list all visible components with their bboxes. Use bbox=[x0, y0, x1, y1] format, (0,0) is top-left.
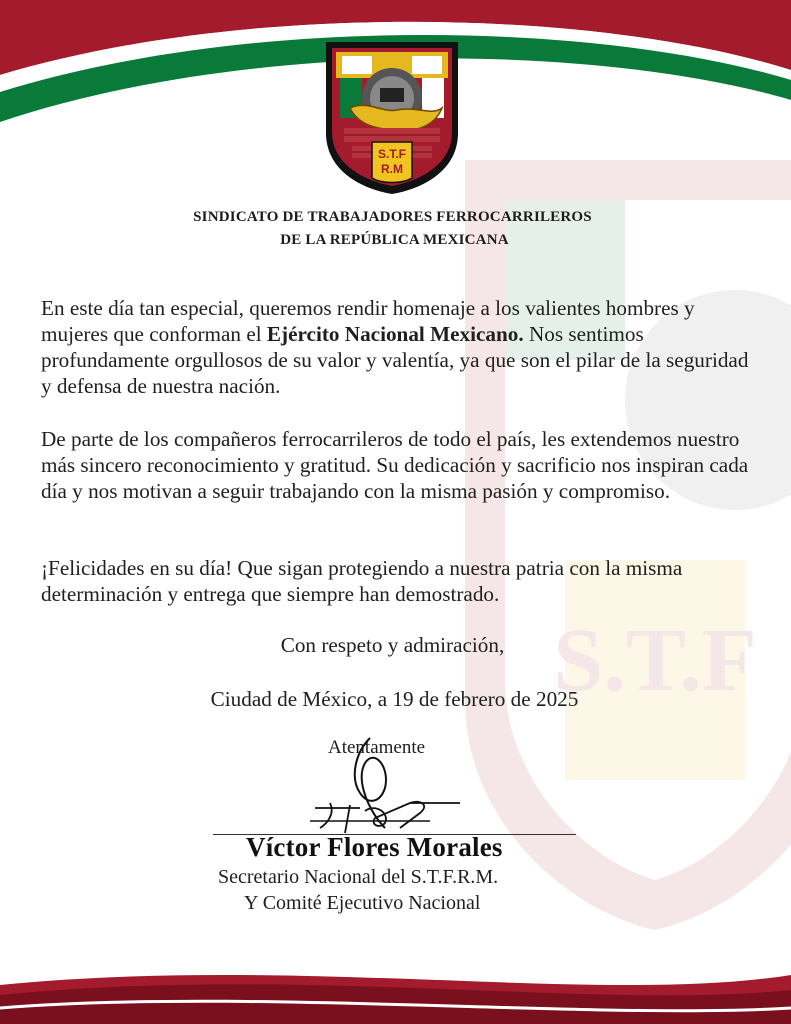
signature-scribble bbox=[300, 733, 480, 843]
signer-title-line2: Y Comité Ejecutivo Nacional bbox=[244, 892, 481, 914]
paragraph-1-intro: En este día tan especial, queremos rendir homenaje a los valientes hombres y mujeres que conforman el bbox=[41, 296, 695, 346]
logo-initials-bottom: R.M bbox=[381, 162, 403, 176]
union-logo bbox=[322, 38, 462, 196]
paragraph-1 bbox=[41, 295, 761, 399]
paragraph-2: De parte de los compañeros ferrocarrileros de todo el país, les extendemos nuestro más sincero reconocimiento y gratitud. Su dedicación y sacrificio nos inspiran cada día y nos motivan a seguir trabajando con la misma pasión y compromiso. bbox=[41, 427, 749, 503]
attentively-label: Atentamente bbox=[328, 737, 426, 758]
signer-title-line1: Secretario Nacional del S.T.F.R.M. bbox=[218, 866, 499, 888]
paragraph-3: ¡Felicidades en su día! Que sigan protegiendo a nuestra patria con la misma determinación y entrega que siempre han demostrado. bbox=[41, 556, 683, 606]
svg-text:S.T.F: S.T.F bbox=[553, 611, 757, 710]
closing-line: Con respeto y admiración, bbox=[280, 633, 505, 657]
place-and-date: Ciudad de México, a 19 de febrero de 2025 bbox=[210, 687, 579, 711]
signer-name: Víctor Flores Morales bbox=[246, 832, 503, 862]
organization-name-line1: SINDICATO DE TRABAJADORES FERROCARRILEROS bbox=[193, 209, 592, 225]
paragraph-1-rest: Nos sentimos profundamente orgullosos de su valor y valentía, ya que son el pilar de la seguridad y defensa de nuestra nación. bbox=[41, 322, 749, 398]
logo-initials-top: S.T.F bbox=[377, 147, 407, 161]
army-name: Ejército Nacional Mexicano. bbox=[266, 322, 524, 346]
emblem-watermark bbox=[445, 140, 791, 940]
organization-name-line2: DE LA REPÚBLICA MEXICANA bbox=[280, 232, 509, 248]
